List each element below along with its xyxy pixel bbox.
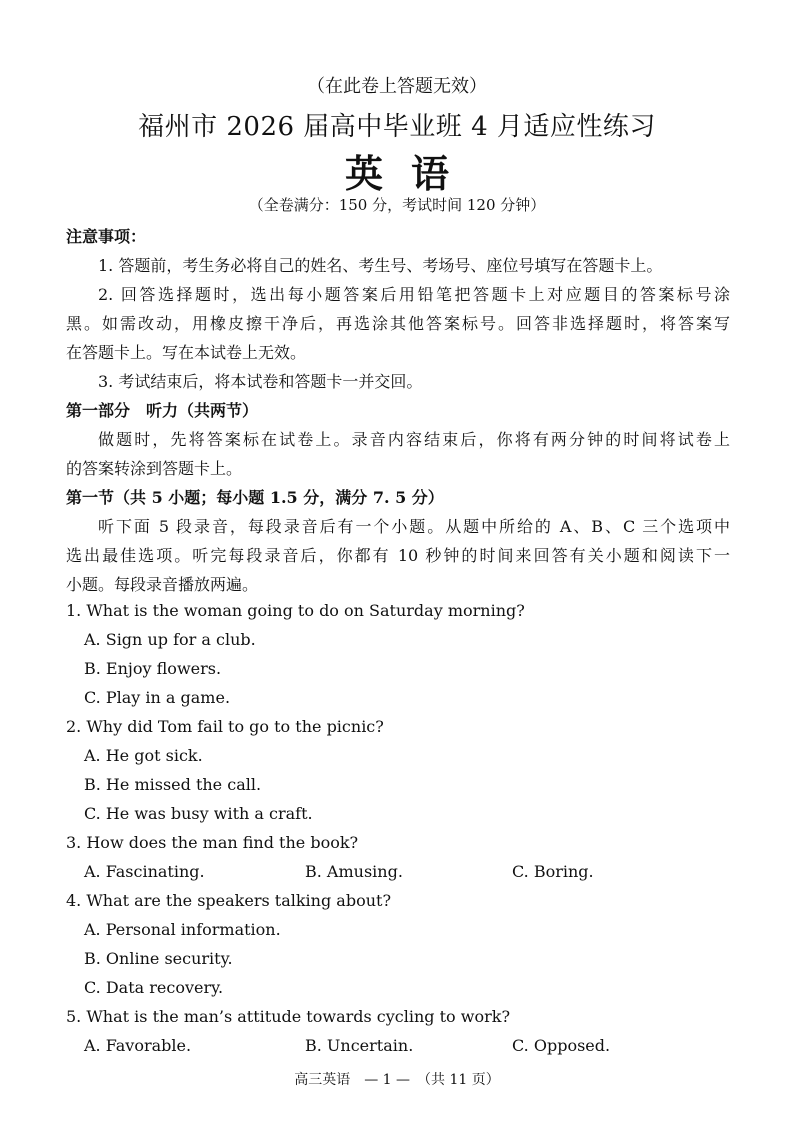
question-5-option-c: C. Opposed. (512, 1036, 611, 1055)
question-1-option-b: B. Enjoy flowers. (84, 659, 222, 678)
page-footer: 高三英语 — 1 — （共 11 页） (294, 1072, 500, 1088)
score-info: （全卷满分：150 分，考试时间 120 分钟） (248, 196, 546, 214)
question-3-option-b: B. Amusing. (305, 862, 403, 881)
part1-heading: 第一部分 听力（共两节） (66, 401, 259, 420)
question-1-option-a: A. Sign up for a club. (84, 630, 256, 649)
section1-desc-line-2: 选出最佳选项。听完每段录音后，你都有 10 秒钟的时间来回答有关小题和阅读下一 (66, 546, 730, 565)
instruction-item-2-line-1: 2. 回答选择题时，选出每小题答案后用铅笔把答题卡上对应题目的答案标号涂 (98, 285, 730, 304)
question-1-option-c: C. Play in a game. (84, 688, 231, 707)
part1-desc-line-1: 做题时，先将答案标在试卷上。录音内容结束后，你将有两分钟的时间将试卷上 (98, 430, 730, 449)
subject-title: 英语 (344, 151, 477, 196)
section1-heading: 第一节（共 5 小题；每小题 1.5 分，满分 7. 5 分） (66, 488, 444, 507)
part1-desc-line-2: 的答案转涂到答题卡上。 (66, 459, 243, 478)
instructions-heading: 注意事项： (66, 227, 147, 246)
exam-notice: （在此卷上答题无效） (307, 76, 487, 97)
section1-desc-line-1: 听下面 5 段录音，每段录音后有一个小题。从题中所给的 A、B、C 三个选项中 (98, 517, 730, 536)
instruction-item-2-line-2: 黑。如需改动，用橡皮擦干净后，再选涂其他答案标号。回答非选择题时，将答案写 (66, 314, 730, 333)
question-2: 2. Why did Tom fail to go to the picnic? (66, 717, 384, 736)
question-2-option-b: B. He missed the call. (84, 775, 262, 794)
question-3-option-a: A. Fascinating. (84, 862, 205, 881)
question-2-option-a: A. He got sick. (84, 746, 203, 765)
question-2-option-c: C. He was busy with a craft. (84, 804, 313, 823)
instruction-item-3: 3. 考试结束后，将本试卷和答题卡一并交回。 (98, 372, 423, 391)
instruction-item-1: 1. 答题前，考生务必将自己的姓名、考生号、考场号、座位号填写在答题卡上。 (98, 256, 663, 275)
question-3: 3. How does the man find the book? (66, 833, 359, 852)
question-4: 4. What are the speakers talking about? (66, 891, 392, 910)
question-4-option-b: B. Online security. (84, 949, 233, 968)
question-5-option-b: B. Uncertain. (305, 1036, 414, 1055)
question-1: 1. What is the woman going to do on Saturday morning? (66, 601, 525, 620)
exam-title: 福州市 2026 届高中毕业班 4 月适应性练习 (138, 112, 656, 142)
question-5-option-a: A. Favorable. (84, 1036, 192, 1055)
question-4-option-a: A. Personal information. (84, 920, 281, 939)
question-5: 5. What is the man’s attitude towards cycling to work? (66, 1007, 511, 1026)
section1-desc-line-3: 小题。每段录音播放两遍。 (66, 575, 259, 594)
question-3-option-c: C. Boring. (512, 862, 594, 881)
question-4-option-c: C. Data recovery. (84, 978, 224, 997)
instruction-item-2-line-3: 在答题卡上。写在本试卷上无效。 (66, 343, 307, 362)
